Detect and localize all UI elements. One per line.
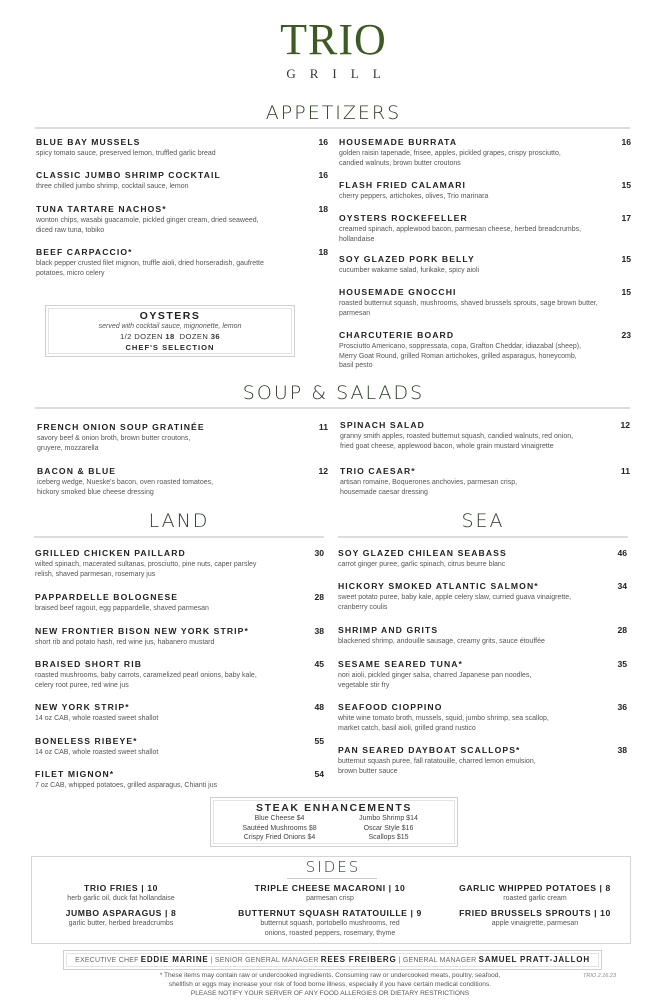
menu-item: SESAME SEARED TUNA* 35 nori aioli, pickled ginger salsa, charred Japanese pan noodles, vegetable stir fry	[338, 659, 627, 689]
divider	[287, 878, 377, 879]
menu-item: BEEF CARPACCIO* 18 black pepper crusted filet mignon, truffle aioli, dried horseradish, gaufrette potatoes, micro celery	[36, 247, 328, 277]
menu-item: FILET MIGNON* 54 7 oz CAB, whipped potatoes, grilled asparagus, Chianti jus	[35, 769, 324, 789]
divider	[35, 407, 630, 409]
staff-credits: EXECUTIVE CHEF EDDIE MARINE | SENIOR GENERAL MANAGER REES FREIBERG | GENERAL MANAGER SAMUEL PRATT-JALLOH	[63, 950, 602, 970]
menu-item: HOUSEMADE GNOCCHI 15 roasted butternut squash, mushrooms, shaved brussels sprouts, sage brown butter, parmesan	[339, 287, 631, 317]
menu-item: BLUE BAY MUSSELS 16 spicy tomato sauce, preserved lemon, truffled garlic bread	[36, 137, 328, 157]
menu-item: NEW FRONTIER BISON NEW YORK STRIP* 38 short rib and potato hash, red wine jus, habanero mustard	[35, 626, 324, 646]
menu-item: SEAFOOD CIOPPINO 36 white wine tomato broth, mussels, squid, jumbo shrimp, sea scallop, market catch, basil aioli, grilled grand rustico	[338, 702, 627, 732]
menu-item: PAPPARDELLE BOLOGNESE 28 braised beef ragout, egg pappardelle, shaved parmesan	[35, 592, 324, 612]
brand-logo: TRIO	[280, 15, 387, 64]
side-item: FRIED BRUSSELS SPROUTS | 10 apple vinaigrette, parmesan	[459, 908, 611, 927]
side-item: BUTTERNUT SQUASH RATATOUILLE | 9 butternut squash, portobello mushrooms, red onions, roasted peppers, rosemary, thyme	[238, 908, 422, 937]
side-item: TRIPLE CHEESE MACARONI | 10 parmesan crisp	[254, 883, 406, 902]
menu-item: HOUSEMADE BURRATA 16 golden raisin tapenade, frisee, apples, pickled grapes, crispy prosciutto, candied walnuts, brown butter croutons	[339, 137, 631, 167]
section-title-land: LAND	[148, 510, 210, 532]
menu-item: BACON & BLUE 12 iceberg wedge, Nueske's bacon, oven roasted tomatoes, hickory smoked blue cheese dressing	[37, 466, 328, 496]
menu-item: TUNA TARTARE NACHOS* 18 wonton chips, wasabi guacamole, pickled ginger cream, dried seaweed, diced raw tuna, tobiko	[36, 204, 328, 234]
divider	[35, 127, 630, 129]
enhancements-list: Blue Cheese $4 Jumbo Shrimp $14 Sautéed Mushrooms $8 Oscar Style $16 Crispy Fried Onions $4 Scallops $15	[242, 815, 418, 841]
menu-item: SHRIMP AND GRITS 28 blackened shrimp, andouille sausage, creamy grits, sauce étouffée	[338, 625, 627, 645]
menu-item: CLASSIC JUMBO SHRIMP COCKTAIL 16 three chilled jumbo shrimp, cocktail sauce, lemon	[36, 170, 328, 190]
side-item: JUMBO ASPARAGUS | 8 garlic butter, herbed breadcrumbs	[65, 908, 177, 927]
menu-item: HICKORY SMOKED ATLANTIC SALMON* 34 sweet potato puree, baby kale, apple celery slaw, curried guava vinaigrette, cranberry coulis	[338, 581, 627, 611]
section-title-soup-salads: SOUP & SALADS	[242, 382, 425, 404]
allergy-disclaimer: * These items may contain raw or undercooked ingredients. Consuming raw or undercooked meats, poultry, seafood, shellfish or eggs may increase your risk of food borne illness, especially if you have certain medical conditions. PLEASE NOTIFY YOUR SERVER OF ANY FOOD ALLERGIES OR DIETARY RESTRICTIONS	[159, 972, 501, 997]
menu-item: GRILLED CHICKEN PAILLARD 30 wilted spinach, macerated sultanas, prosciutto, pine nuts, caper parsley relish, shaved parmesan, rosemary jus	[35, 548, 324, 578]
menu-item: FLASH FRIED CALAMARI 15 cherry peppers, artichokes, olives, Trio marinara	[339, 180, 631, 200]
divider	[338, 536, 628, 538]
oysters-box: OYSTERS served with cocktail sauce, mignonette, lemon 1/2 DOZEN 18 DOZEN 36 CHEF'S SELECTION	[45, 305, 295, 357]
side-item: GARLIC WHIPPED POTATOES | 8 roasted garlic cream	[459, 883, 611, 902]
section-title-appetizers: APPETIZERS	[265, 102, 402, 124]
side-item: TRIO FRIES | 10 herb garlic oil, duck fat hollandaise	[67, 883, 175, 902]
oysters-pricing: 1/2 DOZEN 18 DOZEN 36	[120, 332, 220, 341]
menu-item: OYSTERS ROCKEFELLER 17 creamed spinach, applewood bacon, parmesan cheese, herbed breadcrumbs, hollandaise	[339, 213, 631, 243]
menu-item: BRAISED SHORT RIB 45 roasted mushrooms, baby carrots, caramelized pearl onions, baby kale, celery root puree, red wine jus	[35, 659, 324, 689]
section-title-sides: SIDES	[305, 858, 361, 876]
menu-version: TRIO 2.16.23	[583, 973, 617, 979]
menu-item: SOY GLAZED CHILEAN SEABASS 46 carrot ginger puree, garlic spinach, citrus beurre blanc	[338, 548, 627, 568]
menu-item: NEW YORK STRIP* 48 14 oz CAB, whole roasted sweet shallot	[35, 702, 324, 722]
menu-item: SOY GLAZED PORK BELLY 15 cucumber wakame salad, furikake, spicy aioli	[339, 254, 631, 274]
menu-item: SPINACH SALAD 12 granny smith apples, roasted butternut squash, candied walnuts, red onion, fried goat cheese, applewood bacon, whole grain mustard vinaigrette	[340, 420, 630, 450]
menu-item: TRIO CAESAR* 11 artisan romaine, Boquerones anchovies, parmesan crisp, housemade caesar dressing	[340, 466, 630, 496]
menu-item: PAN SEARED DAYBOAT SCALLOPS* 38 butternut squash puree, fall ratatouille, charred lemon emulsion, brown butter sauce	[338, 745, 627, 775]
steak-enhancements-box: STEAK ENHANCEMENTS Blue Cheese $4 Jumbo Shrimp $14 Sautéed Mushrooms $8 Oscar Style $16 Crispy Fried Onions $4 Scallops $15	[210, 797, 458, 847]
divider	[34, 536, 324, 538]
menu-item: FRENCH ONION SOUP GRATINÉE 11 savory beef & onion broth, brown butter croutons, gruyere, mozzarella	[37, 422, 328, 452]
menu-item: CHARCUTERIE BOARD 23 Prosciutto Americano, soppressata, copa, Grafton Cheddar, idiazabal (sheep), Merry Goat Round, grilled Roman artichokes, grilled asparagus, honeycomb, basil pesto	[339, 330, 631, 369]
brand-subtitle: GRILL	[286, 66, 395, 81]
menu-item: BONELESS RIBEYE* 55 14 oz CAB, whole roasted sweet shallot	[35, 736, 324, 756]
section-title-sea: SEA	[461, 510, 505, 532]
